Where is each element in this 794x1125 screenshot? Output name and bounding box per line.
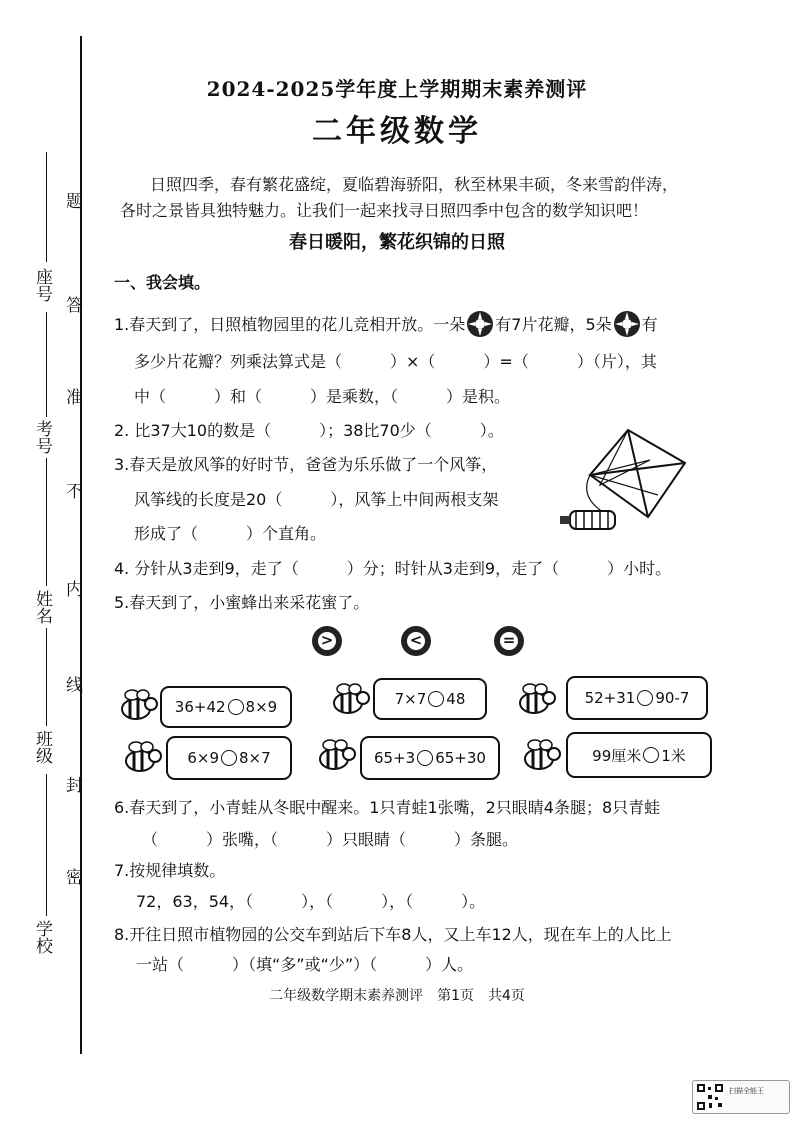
q6-line-1: 6.春天到了，小青蛙从冬眠中醒来。1只青蛙1张嘴，2只眼睛4条腿；8只青蛙	[114, 798, 661, 817]
q4-text: 4. 分针从3走到9，走了（ ）分；时针从3走到9，走了（ ）小时。	[114, 559, 672, 578]
q1-line-1	[114, 312, 658, 337]
seal-char: 封	[62, 776, 82, 793]
bee-icon	[122, 740, 162, 774]
bee-icon	[521, 738, 561, 772]
q8-line-2: 一站（ ）（填“多”或“少”）（ ）人。	[136, 955, 474, 974]
q3-line-3: 形成了（ ）个直角。	[134, 524, 327, 543]
seal-char: 内	[62, 580, 82, 597]
compare-box	[360, 736, 500, 780]
part-title: 一、我会填。	[114, 273, 211, 292]
compare-box	[566, 676, 708, 720]
scanner-watermark	[692, 1080, 790, 1114]
q3-line-1: 3.春天是放风筝的好时节，爸爸为乐乐做了一个风筝，	[114, 455, 498, 474]
compare-box	[160, 686, 292, 728]
q8-line-1: 8.开往日照市植物园的公交车到站后下车8人，又上车12人，现在车上的人比上	[114, 925, 672, 944]
name-underline	[46, 458, 47, 586]
q1-part-b: 有7片花瓣，5朵	[495, 315, 612, 334]
q7-line-2: 72，63，54，（ ），（ ），（ ）。	[136, 892, 486, 911]
q1-line-3: 中（ ）和（ ）是乘数，（ ）是积。	[134, 387, 511, 406]
exam-no-underline	[46, 312, 47, 417]
class-underline	[46, 628, 47, 726]
compare-circle[interactable]	[228, 699, 244, 715]
intro-line-2: 各时之景皆具独特魅力。让我们一起来找寻日照四季中包含的数学知识吧！	[120, 201, 649, 220]
exam-title: 2024-2025学年度上学期期末素养测评	[206, 77, 588, 101]
flower-icon	[612, 315, 642, 337]
symbol-less: <	[409, 631, 423, 649]
q1-line-2: 多少片花瓣？列乘法算式是（ ）×（ ）=（ ）（片），其	[134, 352, 657, 371]
compare-left: 36+42	[174, 698, 226, 716]
binding-line	[80, 36, 82, 1054]
compare-right: 8×7	[239, 749, 271, 767]
intro-line-1: 日照四季，春有繁花盛绽，夏临碧海骄阳，秋至林果丰硕，冬来雪韵伴涛，	[150, 175, 679, 194]
compare-circle[interactable]	[428, 691, 444, 707]
symbol-greater: >	[320, 631, 334, 649]
q6-line-2: （ ）张嘴，（ ）只眼睛（ ）条腿。	[142, 830, 519, 849]
q1-part-c: 有	[641, 315, 658, 334]
compare-box	[166, 736, 292, 780]
compare-circle[interactable]	[417, 750, 433, 766]
compare-left: 99厘米	[592, 746, 642, 765]
seal-char: 线	[62, 676, 82, 693]
symbol-equal: =	[502, 631, 516, 649]
compare-box	[566, 732, 712, 778]
q5-text: 5.春天到了，小蜜蜂出来采花蜜了。	[114, 593, 370, 612]
bee-icon	[118, 688, 158, 722]
compare-right: 1米	[661, 746, 686, 765]
compare-right: 90-7	[655, 689, 690, 707]
compare-right: 8×9	[245, 698, 278, 716]
flower-badge-equal	[493, 625, 525, 657]
seal-char: 不	[62, 482, 82, 499]
compare-circle[interactable]	[637, 690, 653, 706]
subject-title: 二年级数学	[312, 114, 482, 149]
flower-icon	[465, 315, 495, 337]
school-label: 学校	[32, 920, 52, 954]
bee-icon	[516, 682, 556, 716]
seal-char: 题	[62, 192, 82, 209]
q7-line-1: 7.按规律填数。	[114, 861, 226, 880]
compare-box	[373, 678, 487, 720]
qr-code-icon	[696, 1083, 724, 1111]
page-footer: 二年级数学期末素养测评 第1页 共4页	[269, 988, 525, 1004]
name-label: 姓名	[32, 590, 52, 624]
seal-char: 答	[62, 296, 82, 313]
compare-left: 7×7	[394, 690, 427, 708]
seat-label: 座号	[32, 268, 52, 302]
kite-icon	[560, 425, 690, 540]
compare-right: 48	[446, 690, 466, 708]
flower-badge-greater	[311, 625, 343, 657]
compare-left: 6×9	[187, 749, 219, 767]
compare-left: 65+3	[374, 749, 416, 767]
seal-char: 密	[62, 868, 82, 885]
compare-circle[interactable]	[221, 750, 237, 766]
exam-no-label: 考号	[32, 420, 52, 454]
q3-line-2: 风筝线的长度是20（ ），风筝上中间两根支架	[134, 490, 499, 509]
compare-left: 52+31	[584, 689, 636, 707]
q1-part-a: 1.春天到了，日照植物园里的花儿竞相开放。一朵	[114, 315, 466, 334]
scanner-watermark-text: 扫描全能王	[729, 1087, 764, 1095]
q2-text: 2. 比37大10的数是（ ）；38比70少（ ）。	[114, 421, 504, 440]
school-underline	[46, 774, 47, 916]
section-title: 春日暖阳，繁花织锦的日照	[289, 232, 505, 253]
seal-char: 准	[62, 388, 82, 405]
flower-badge-less	[400, 625, 432, 657]
compare-right: 65+30	[435, 749, 486, 767]
compare-circle[interactable]	[643, 747, 659, 763]
bee-icon	[316, 738, 356, 772]
class-label: 班级	[32, 730, 52, 764]
bee-icon	[330, 682, 370, 716]
